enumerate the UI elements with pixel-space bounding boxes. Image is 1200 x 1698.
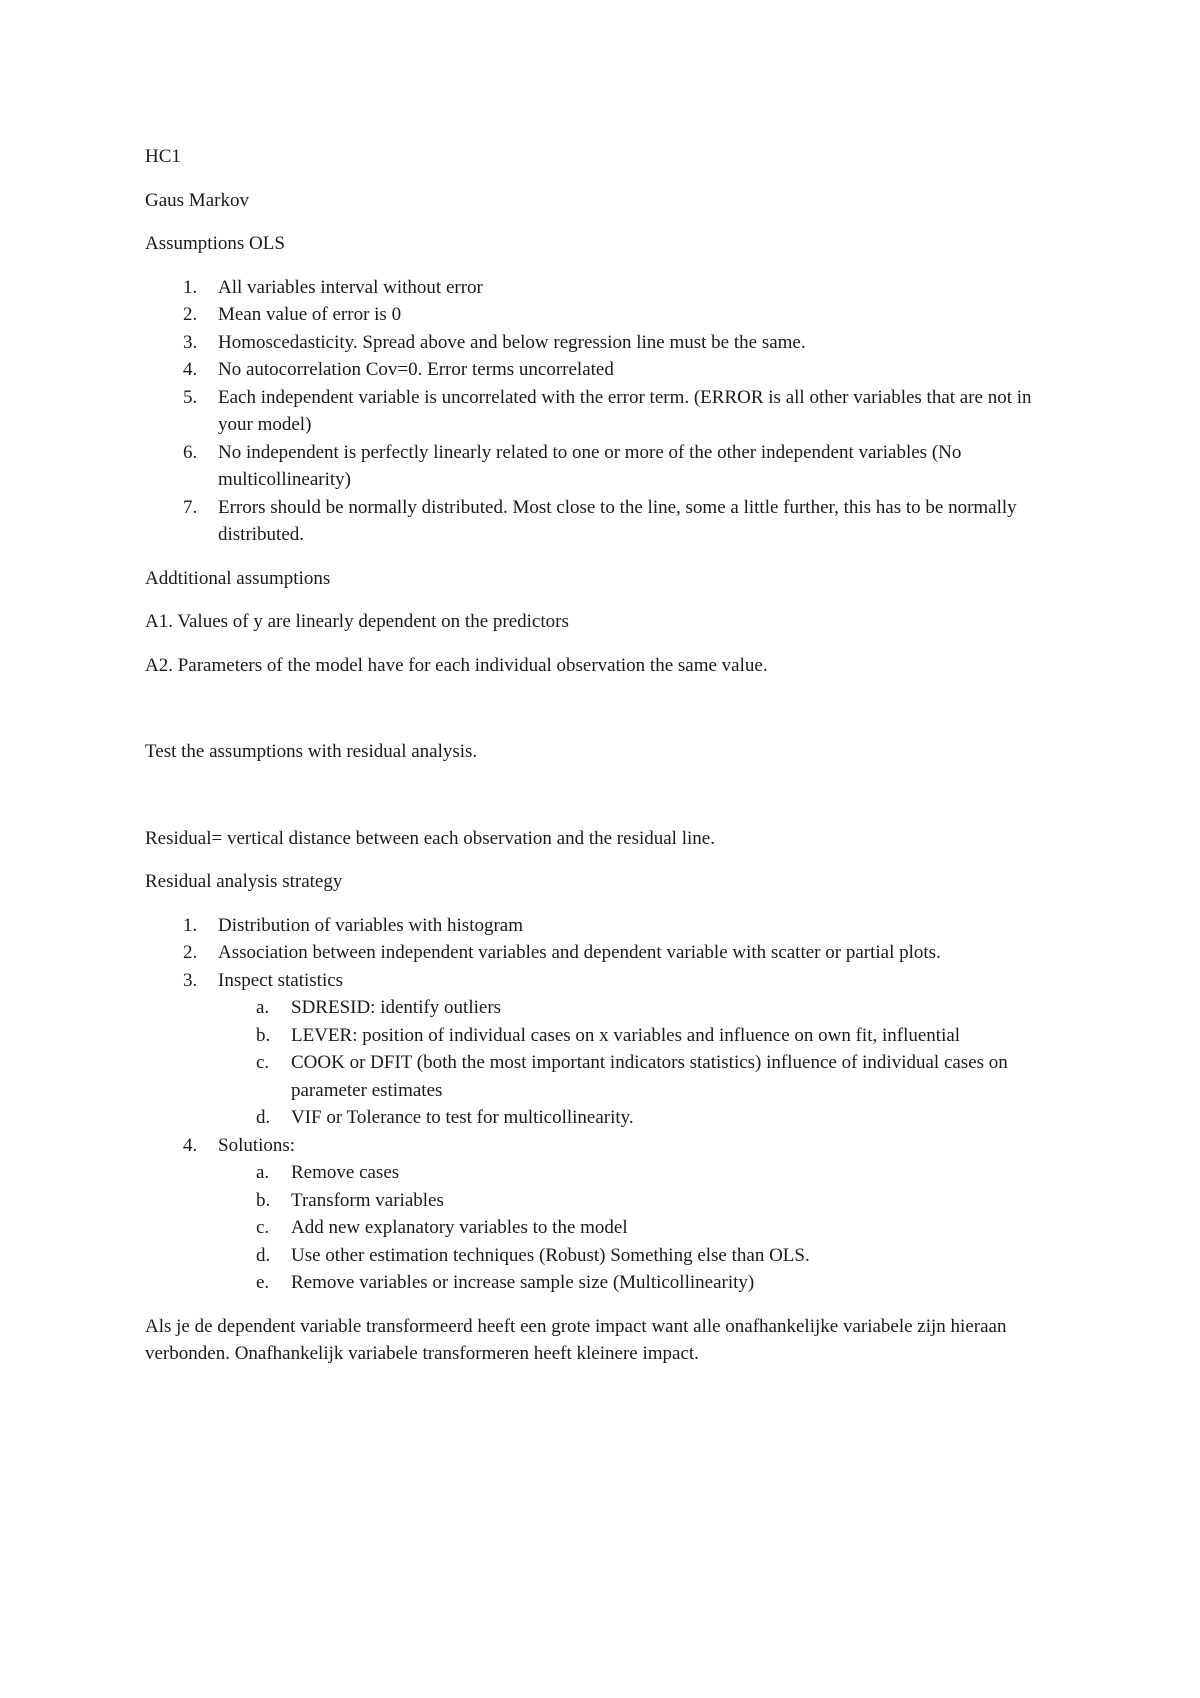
list-number: 2. xyxy=(183,304,198,325)
list-number: 6. xyxy=(183,441,198,463)
list-item-text: Errors should be normally distributed. Most close to the line, some a little further, this has to be normally distributed. xyxy=(218,496,1017,545)
list-item-text: No independent is perfectly linearly related to one or more of the other independent variables (No multicollinearity) xyxy=(218,441,962,490)
list-number: 1. xyxy=(183,276,198,298)
list-item-text: Remove variables or increase sample size (Multicollinearity) xyxy=(291,1272,755,1293)
list-item-text: COOK or DFIT (both the most important indicators statistics) influence of individual cases on parameter estimates xyxy=(291,1052,1008,1101)
list-letter: c. xyxy=(256,1217,270,1238)
list-item xyxy=(145,912,1065,940)
list-item xyxy=(145,1132,1065,1297)
list-item-text: LEVER: position of individual cases on x variables and influence on own fit, influential xyxy=(291,1024,961,1046)
list-item xyxy=(145,301,1065,329)
spacer xyxy=(145,695,1065,738)
list-item-text: SDRESID: identify outliers xyxy=(291,997,502,1018)
list-item xyxy=(218,1214,1065,1242)
list-item-text: Add new explanatory variables to the model xyxy=(291,1217,628,1238)
list-item-text: Solutions: xyxy=(218,1134,296,1156)
list-item-text: Inspect statistics xyxy=(218,969,344,991)
list-item-text: Each independent variable is uncorrelated with the error term. (ERROR is all other variables that are not in your model) xyxy=(218,386,1032,435)
list-letter: b. xyxy=(256,1189,271,1211)
list-item xyxy=(145,494,1065,549)
list-item xyxy=(145,967,1065,1132)
list-item xyxy=(218,1269,1065,1297)
list-letter: d. xyxy=(256,1244,271,1266)
list-item xyxy=(145,384,1065,439)
list-item-text: Homoscedasticity. Spread above and below regression line must be the same. xyxy=(218,331,806,353)
list-number: 5. xyxy=(183,386,198,408)
list-item xyxy=(145,356,1065,384)
list-number: 4. xyxy=(183,359,198,380)
list-number: 3. xyxy=(183,969,198,991)
list-item xyxy=(145,939,1065,967)
list-item xyxy=(218,1242,1065,1270)
list-number: 1. xyxy=(183,914,198,936)
document-title: HC1 xyxy=(145,146,181,167)
closing-paragraph: Als je de dependent variable transformeerd heeft een grote impact want alle onafhankelijke variabele zijn hieraan verbonden. Onafhankelijk variabele transformeren heeft kleinere impact. xyxy=(145,1315,1007,1364)
list-item-text: Mean value of error is 0 xyxy=(218,304,402,325)
list-item-text: No autocorrelation Cov=0. Error terms uncorrelated xyxy=(218,359,614,380)
list-item xyxy=(218,1022,1065,1050)
residual-definition: Residual= vertical distance between each observation and the residual line. xyxy=(145,827,715,849)
list-item-text: Association between independent variables and dependent variable with scatter or partial plots. xyxy=(218,942,941,963)
list-item xyxy=(218,1049,1065,1104)
document-page xyxy=(145,143,1065,1384)
list-item-text: All variables interval without error xyxy=(218,276,483,298)
list-item xyxy=(218,994,1065,1022)
list-letter: e. xyxy=(256,1272,270,1293)
list-letter: c. xyxy=(256,1052,270,1073)
inspect-sublist xyxy=(218,994,1065,1132)
test-line: Test the assumptions with residual analysis. xyxy=(145,741,478,762)
solutions-sublist xyxy=(218,1159,1065,1297)
list-letter: b. xyxy=(256,1024,271,1046)
list-letter: a. xyxy=(256,1162,270,1183)
list-letter: d. xyxy=(256,1107,271,1128)
list-item-text: Transform variables xyxy=(291,1189,444,1211)
list-item-text: Distribution of variables with histogram xyxy=(218,914,524,936)
list-number: 3. xyxy=(183,331,198,353)
list-letter: a. xyxy=(256,997,270,1018)
additional-heading: Addtitional assumptions xyxy=(145,567,331,589)
assumptions-list xyxy=(145,274,1065,549)
list-item xyxy=(218,1187,1065,1215)
list-item-text: VIF or Tolerance to test for multicollinearity. xyxy=(291,1107,634,1128)
strategy-list xyxy=(145,912,1065,1297)
list-number: 4. xyxy=(183,1134,198,1156)
list-item xyxy=(218,1104,1065,1132)
list-item xyxy=(218,1159,1065,1187)
list-number: 2. xyxy=(183,942,198,963)
list-item xyxy=(145,274,1065,302)
list-item-text: Use other estimation techniques (Robust) Something else than OLS. xyxy=(291,1244,810,1266)
list-item-text: Remove cases xyxy=(291,1162,400,1183)
strategy-heading: Residual analysis strategy xyxy=(145,871,343,892)
list-number: 7. xyxy=(183,496,198,518)
assumption-a2: A2. Parameters of the model have for each individual observation the same value. xyxy=(145,654,768,676)
document-subtitle: Gaus Markov xyxy=(145,189,249,211)
spacer xyxy=(145,782,1065,825)
assumptions-heading: Assumptions OLS xyxy=(145,233,285,254)
list-item xyxy=(145,439,1065,494)
list-item xyxy=(145,329,1065,357)
assumption-a1: A1. Values of y are linearly dependent on the predictors xyxy=(145,611,569,632)
